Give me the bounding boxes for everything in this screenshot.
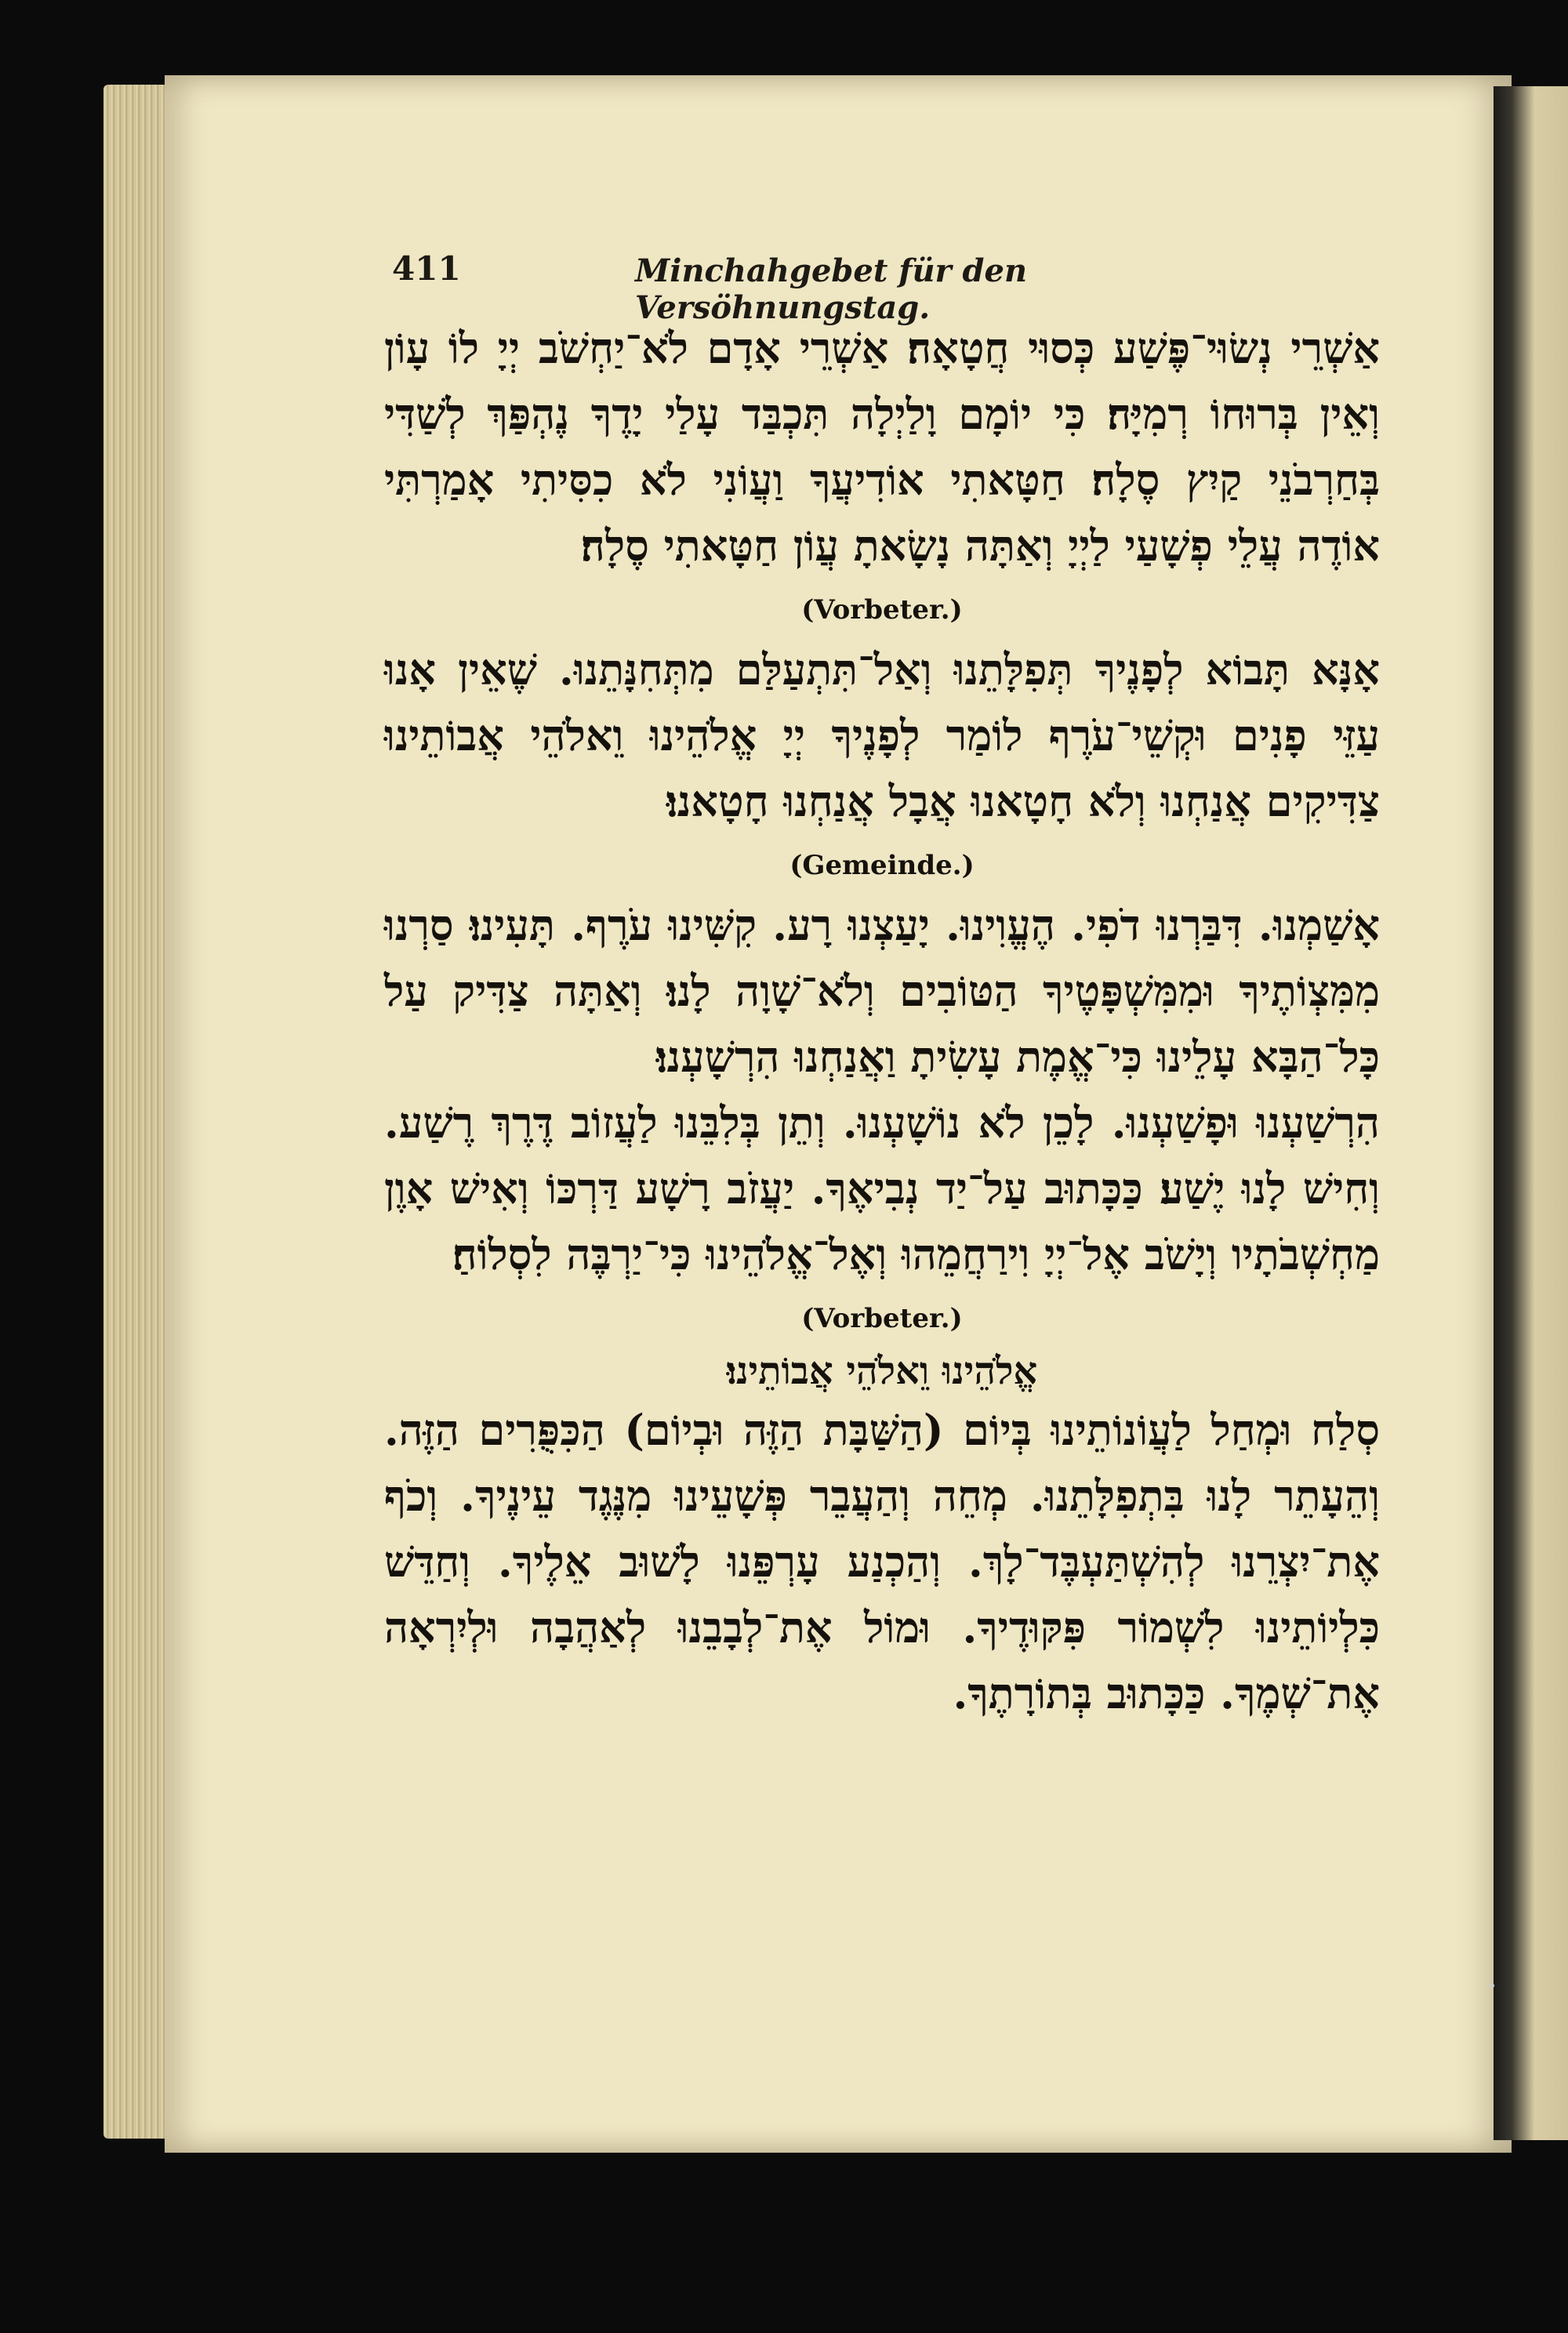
section-heading-eloheinu: אֱלֹהֵינוּ וֵאלֹהֵי אֲבוֹתֵינוּ׃	[726, 1349, 1038, 1393]
paragraph-hirshanu: הִרְשַׁעְנוּ וּפָשַׁעְנוּ. לָכֵן לֹא נוֹשָׁעְנוּ. וְתֵן בְּלִבֵּנוּ לַעֲזוֹב דֶּרֶךְ רֶשַׁע. וְחִישׁ לָנוּ יֶשַׁע׃ כַּכָּתוּב עַל־יַד נְבִיאֶךָ. יַעֲזֹב רָשָׁע דַּרְכּוֹ וְאִישׁ אָוֶן מַחְשְׁבֹתָיו וְיָשֹׁב אֶל־יְיָ וִירַחֲמֵהוּ וְאֶל־אֱלֹהֵינוּ כִּי־יַרְבֶּה לִסְלוֹחַ׃	[384, 1098, 1380, 1279]
paragraph-ashamnu: אָשַׁמְנוּ. דִּבַּרְנוּ דֹפִי. הֶעֱוִינוּ. יָעַצְנוּ רָע. קִשִּׁינוּ עֹרֶף. תָּעִינוּ׃ סַרְנוּ מִמִּצְוֹתֶיךָ וּמִמִּשְׁפָּטֶיךָ הַטּוֹבִים וְלֹא־שָׁוָה לָנוּ׃ וְאַתָּה צַדִּיק עַל כָּל־הַבָּא עָלֵינוּ כִּי־אֱמֶת עָשִׂיתָ וַאֲנַחְנוּ הִרְשָׁעְנוּ׃	[384, 900, 1380, 1082]
section-label-vorbeter-2: (Vorbeter.)	[801, 1303, 963, 1334]
page-number: 411	[392, 249, 461, 288]
paragraph-anna-tavo: אָנָּא תָּבוֹא לְפָנֶיךָ תְּפִלָּתֵנוּ וְאַל־תִּתְעַלַּם מִתְּחִנָּתֵנוּ. שֶׁאֵין אָנוּ עַזֵּי פָנִים וּקְשֵׁי־עֹרֶף לוֹמַר לְפָנֶיךָ יְיָ אֱלֹהֵינוּ וֵאלֹהֵי אֲבוֹתֵינוּ צַדִּיקִים אֲנַחְנוּ וְלֹא חָטָאנוּ אֲבָל אֲנַחְנוּ חָטָאנוּ׃	[384, 644, 1380, 826]
page-header	[392, 249, 1215, 326]
section-label-gemeinde: (Gemeinde.)	[789, 850, 975, 881]
text-block	[384, 315, 1380, 1726]
section-label-vorbeter-1: (Vorbeter.)	[801, 594, 963, 626]
facing-page-edge	[1494, 86, 1568, 2140]
dust-speck	[1490, 1983, 1494, 1988]
paragraph-psalm: אַשְׁרֵי נְשׂוּי־פֶּשַׁע כְּסוּי חֲטָאָה׃ אַשְׁרֵי אָדָם לֹא־יַחְשֹׁב יְיָ לוֹ עָוֹן וְאֵין בְּרוּחוֹ רְמִיָּה׃ כִּי יוֹמָם וָלַיְלָה תִּכְבַּד עָלַי יָדֶךָ נֶהְפַּךְ לְשַׁדִּי בְּחַרְבֹנֵי קַיִץ סֶלָה׃ חַטָּאתִי אוֹדִיעֲךָ וַעֲוֹנִי לֹא כִסִּיתִי אָמַרְתִּי אוֹדֶה עֲלֵי פְשָׁעַי לַיְיָ וְאַתָּה נָשָׂאתָ עֲוֹן חַטָּאתִי סֶלָה׃	[384, 323, 1380, 571]
paragraph-selach: סְלַח וּמְחַל לַעֲוֹנוֹתֵינוּ בְּיוֹם (הַשַּׁבָּת הַזֶּה וּבְיוֹם) הַכִּפֻּרִים הַזֶּה. וְהֵעָתֵר לָנוּ בִּתְפִלָּתֵנוּ. מְחֵה וְהַעֲבֵר פְּשָׁעֵינוּ מִנֶּגֶד עֵינֶיךָ. וְכֹף אֶת־יִצְרֵנוּ לְהִשְׁתַּעְבֶּד־לָךְ. וְהַכְנַע עָרְפֵּנוּ לָשׁוּב אֵלֶיךָ. וְחַדֵּשׁ כִּלְיוֹתֵינוּ לִשְׁמוֹר פִּקּוּדֶיךָ. וּמוֹל אֶת־לְבָבֵנוּ לְאַהֲבָה וּלְיִרְאָה אֶת־שְׁמֶךָ. כַּכָּתוּב בְּתוֹרָתֶךָ.	[384, 1405, 1380, 1718]
running-head: Minchahgebet für den Versöhnungstag.	[635, 252, 1028, 326]
